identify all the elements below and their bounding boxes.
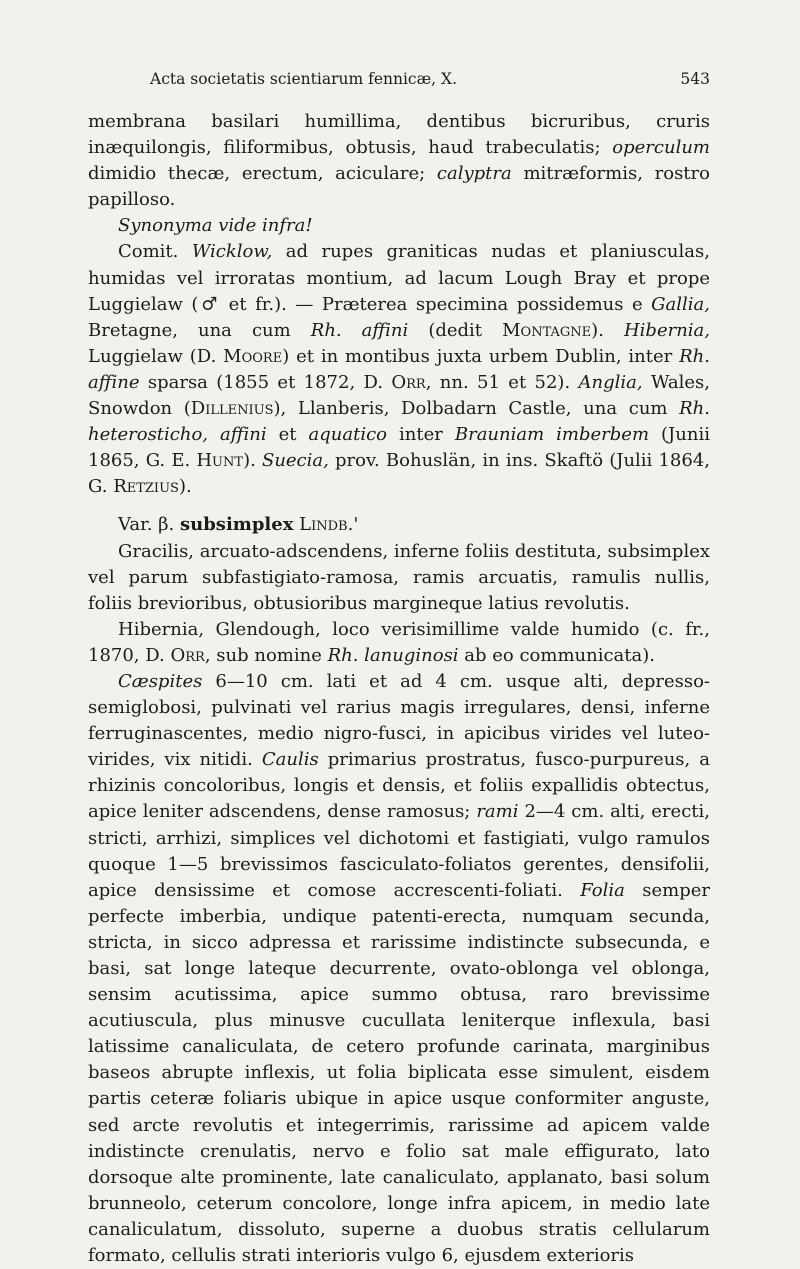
paragraph-variety-diagnosis: Gracilis, arcuato-adscendens, inferne foliis destituta, subsimplex vel parum subfastigiato-ramosa, ramis arcuatis, ramulis nullis, foliis brevioribus, obtusioribus margineque latius revolutis. (88, 540, 711, 614)
journal-title: Acta societatis scientiarum fennicæ, X. (150, 70, 457, 88)
text-run: ). (591, 319, 624, 341)
paragraph-description (88, 669, 710, 1269)
text-run: inter (387, 424, 455, 446)
text-run: Bretagne, una cum (88, 319, 311, 341)
term-caespites: Cæspites (118, 670, 203, 692)
text-run: semper perfecte imberbia, undique patenti-erecta, numquam secunda, stricta, in sicco adpressa et rarissime indistincte subsecunda, e basi, sat longe lateque decurrente, ovato-oblonga vel oblonga, sensim acutissima, apice summo obtusa, raro brevissime acutiuscula, plus minusve cucullata leniterque inflexula, basi latissime canaliculata, de cetero profunde carinata, marginibus baseos abrupte inflexis, ut folia biplicata esse simulent, eisdem partis ceteræ foliaris ubique in apice usque conformiter anguste, sed arcte revolutis et integerrimis, rarissime ad apicem valde indistincte crenulatis, nervo e folio sat male effigurato, lato dorsoque alte prominente, late canaliculato, applanato, basi solum brunneolo, ceterum concolore, longe infra apicem, in medio late canaliculatum, dissoluto, superne a duobus stratis cellularum formato, cellulis strati interioris vulgo 6, ejusdem exterioris (88, 879, 710, 1267)
synonyma-note: Synonyma vide infra! (118, 215, 313, 237)
species-name: Rh. affine (88, 345, 710, 393)
text-run: membrana basilari humillima, dentibus bicruribus, cruris inæquilongis, filiformibus, obtusis, haud trabeculatis; (88, 111, 710, 159)
collector-name: Moore (223, 345, 283, 367)
term-calyptra: calyptra (436, 163, 512, 185)
text-run: primarius prostratus, fusco-purpureus, a rhizinis concoloribus, longis et densis, et foliis expallidis obtectus, apice leniter adscendens, dense ramosus; (88, 749, 710, 823)
text-run: , sub nomine (204, 644, 328, 666)
text-run: ) et in montibus juxta urbem Dublin, inter (282, 345, 680, 367)
text-run: Luggielaw (D. (88, 345, 224, 367)
species-name: Rh. lanuginosi (327, 644, 459, 666)
place-name: Anglia, (578, 371, 643, 393)
collector-name: Dillenius (190, 398, 274, 420)
text-run: mitræformis, rostro papilloso. (88, 163, 710, 211)
collector-name: Orr (391, 371, 426, 393)
term-rami: rami (476, 801, 519, 823)
text-run: Comit. (118, 241, 192, 263)
collector-name: Orr (170, 644, 205, 666)
place-name: Hibernia, (623, 319, 711, 341)
body-text (88, 109, 710, 1269)
place-name: Suecia, (261, 450, 329, 472)
species-name: aquatico (308, 424, 388, 446)
text-run: ). (178, 476, 192, 498)
text-run: (Junii 1865, G. E. (88, 424, 710, 472)
text-run: ), Llanberis, Dolbadarn Castle, una cum (273, 398, 680, 420)
text-run: ' (353, 514, 359, 536)
collector-name: Retzius (113, 476, 179, 498)
text-run: ad rupes graniticas nudas et planiusculas, humidas vel irroratas montium, ad lacum Lough Bray et prope Luggielaw (♂ et fr.). — Præterea specimina possidemus e (88, 241, 710, 315)
text-run: dimidio thecæ, erectum, aciculare; (88, 163, 437, 185)
paragraph-localities (88, 239, 710, 500)
species-name: Brauniam imberbem (454, 424, 650, 446)
paragraph-variety-locality (88, 617, 710, 669)
collector-name: Hunt (196, 450, 244, 472)
text-run: Wales, Snowdon ( (88, 371, 710, 420)
text-run: et (266, 424, 309, 446)
term-operculum: operculum (612, 137, 710, 159)
page-number: 543 (680, 70, 710, 88)
species-name: Rh. affini (310, 319, 409, 341)
text-run: prov. Bohuslän, in ins. Skaftö (Julii 1864, G. (88, 450, 711, 498)
place-name: Wicklow, (191, 241, 273, 263)
running-header (150, 70, 710, 88)
text-run: sparsa (1855 et 1872, D. (139, 371, 392, 393)
text-run: Var. β. (118, 514, 180, 536)
collector-name: Montagne (502, 319, 592, 341)
text-run: , nn. 51 et 52). (425, 371, 579, 393)
term-folia: Folia (580, 879, 625, 901)
text-run: ). (243, 450, 262, 472)
text-run: 2—4 cm. alti, erecti, stricti, arrhizi, simplices vel dichotomi et fastigiati, vulgo ramulos quoque 1—5 brevissimos fasciculato-foliatos gerentes, densifolii, apice densissime et comose accrescenti-foliati. (88, 801, 710, 901)
text-run: Hibernia, Glendough, loco verisimillime valde humido (c. fr., 1870, D. (88, 618, 710, 666)
variety-name: subsimplex (180, 514, 294, 536)
text-run: 6—10 cm. lati et ad 4 cm. usque alti, depresso-semiglobosi, pulvinati vel rarius magis irregulares, densi, inferne ferruginascentes, medio nigro-fusci, in apicibus virides vel luteo-virides, vix nitidi. (88, 670, 710, 771)
term-caulis: Caulis (261, 749, 319, 771)
species-name: Rh. heterosticho, affini (88, 398, 710, 446)
text-run: ab eo communicata). (458, 644, 655, 666)
place-name: Gallia, (651, 293, 710, 315)
paragraph-description-end (88, 109, 710, 213)
text-run: (dedit (408, 319, 503, 341)
variety-heading (88, 512, 710, 538)
author-name: Lindb. (299, 514, 354, 536)
